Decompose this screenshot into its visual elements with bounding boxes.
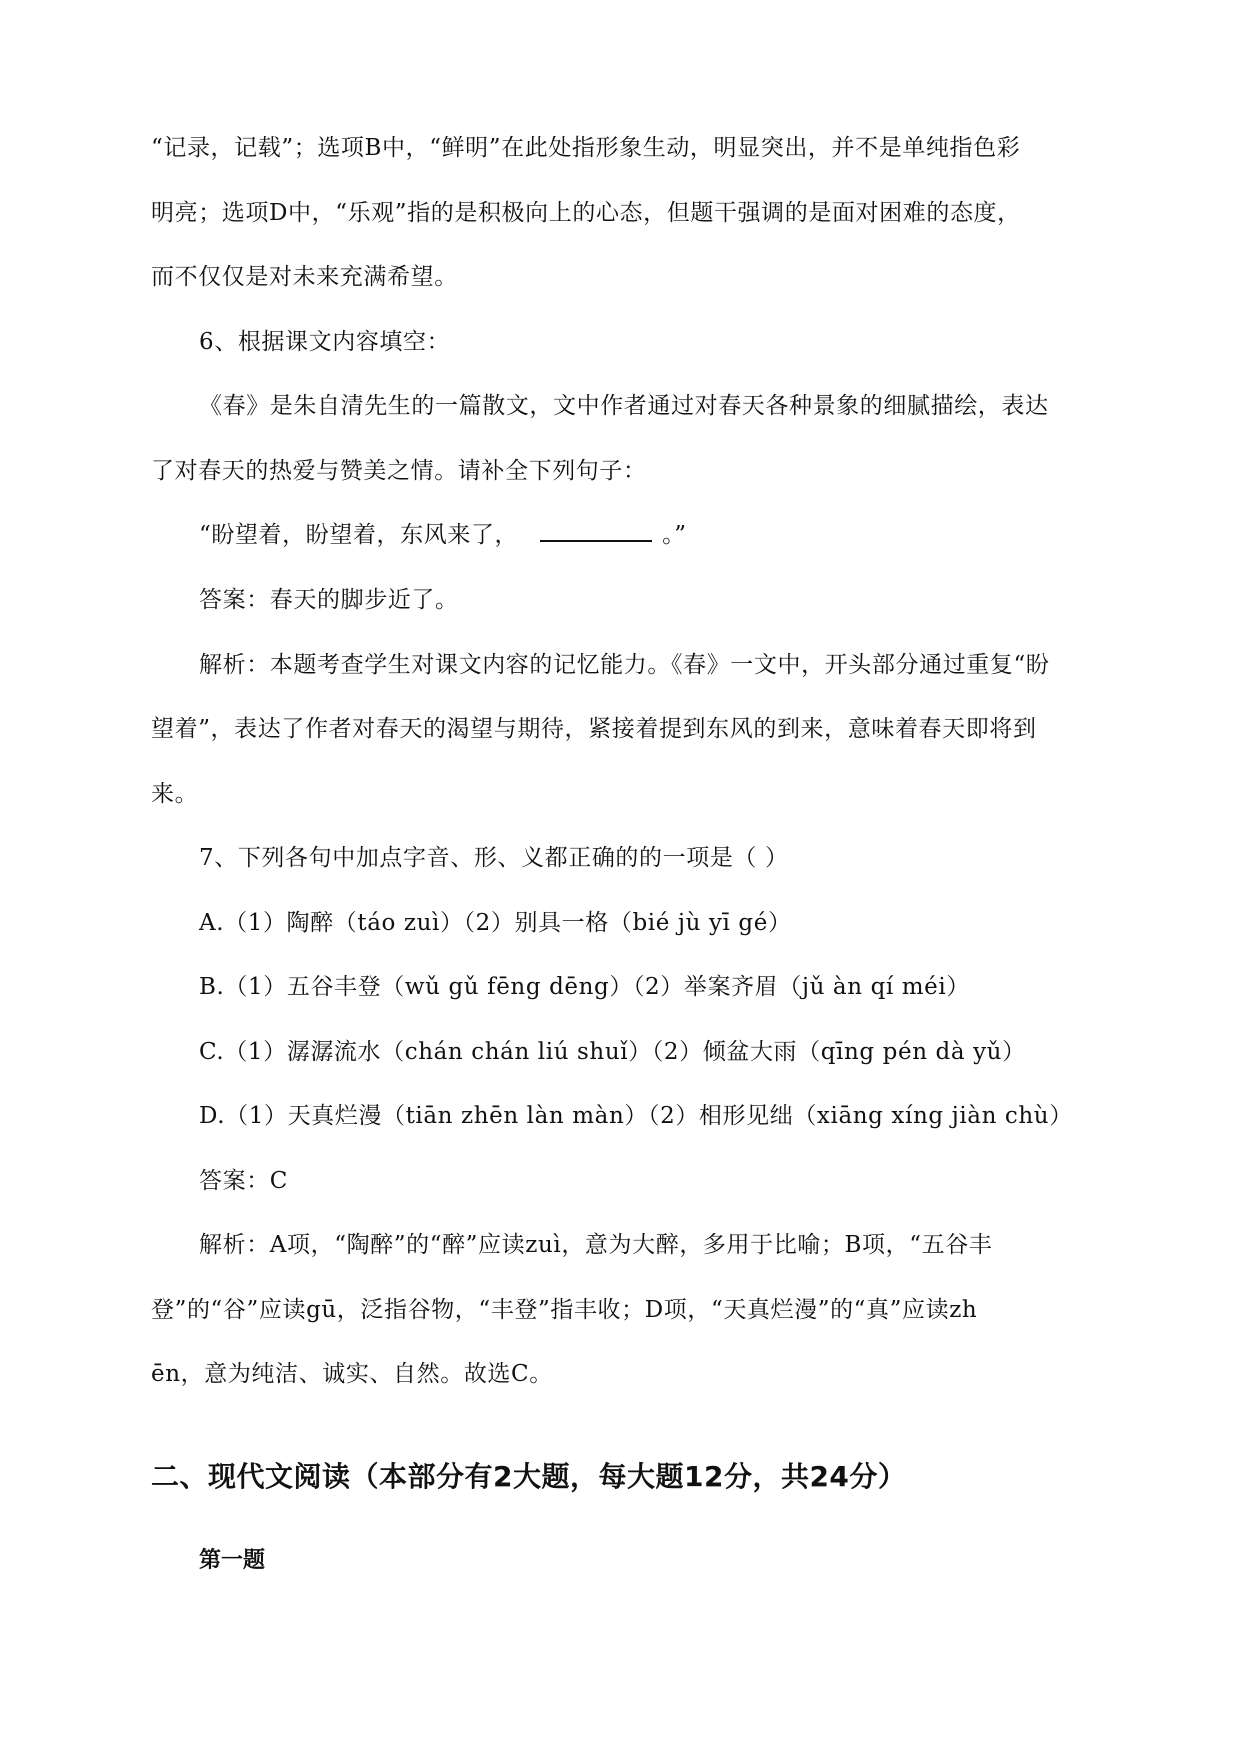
q7-option-a: A.（1）陶醉（táo zuì）（2）别具一格（bié jù yī gé） <box>199 910 792 936</box>
q7-analysis-line-3: ēn，意为纯洁、诚实、自然。故选C。 <box>151 1361 553 1387</box>
q7-analysis-line-2: 登”的“谷”应读gū，泛指谷物，“丰登”指丰收；D项，“天真烂漫”的“真”应读zh <box>151 1297 978 1323</box>
section-subheading: 第一题 <box>199 1548 266 1573</box>
q7-title: 7、下列各句中加点字音、形、义都正确的的一项是（ ） <box>199 845 789 871</box>
q6-analysis-line-1: 解析：本题考查学生对课文内容的记忆能力。《春》一文中，开头部分通过重复“盼 <box>199 652 1050 678</box>
q6-analysis-line-2: 望着”，表达了作者对春天的渴望与期待，紧接着提到东风的到来，意味着春天即将到 <box>151 716 1037 742</box>
q6-sentence-prefix: “盼望着，盼望着，东风来了， <box>199 522 519 548</box>
q6-title: 6、根据课文内容填空： <box>199 329 451 355</box>
q7-option-c: C.（1）潺潺流水（chán chán liú shuǐ）（2）倾盆大雨（qīng pén dà yǔ） <box>199 1039 1026 1065</box>
q7-option-d: D.（1）天真烂漫（tiān zhēn làn màn）（2）相形见绌（xiāng xíng jiàn chù） <box>199 1103 1073 1129</box>
q6-intro-line-2: 了对春天的热爱与赞美之情。请补全下列句子： <box>151 458 647 484</box>
q6-sentence-suffix: 。” <box>662 522 687 548</box>
q6-fill-sentence <box>199 515 687 555</box>
q6-answer-blank <box>540 516 652 542</box>
q7-answer: 答案：C <box>199 1168 288 1194</box>
q6-answer: 答案：春天的脚步近了。 <box>199 587 459 613</box>
prev-explanation-line-1: “记录，记载”；选项B中，“鲜明”在此处指形象生动，明显突出，并不是单纯指色彩 <box>151 135 1021 161</box>
prev-explanation-line-2: 明亮；选项D中，“乐观”指的是积极向上的心态，但题干强调的是面对困难的态度， <box>151 200 1021 226</box>
section-heading: 二、现代文阅读（本部分有2大题，每大题12分，共24分） <box>151 1460 907 1493</box>
prev-explanation-line-3: 而不仅仅是对未来充满希望。 <box>151 264 458 290</box>
q7-option-b: B.（1）五谷丰登（wǔ gǔ fēng dēng）（2）举案齐眉（jǔ àn qí méi） <box>199 974 970 1000</box>
q6-analysis-line-3: 来。 <box>151 781 199 807</box>
q6-intro-line-1: 《春》是朱自清先生的一篇散文，文中作者通过对春天各种景象的细腻描绘，表达 <box>199 393 1049 419</box>
q7-analysis-line-1: 解析：A项，“陶醉”的“醉”应读zuì，意为大醉，多用于比喻；B项，“五谷丰 <box>199 1232 993 1258</box>
